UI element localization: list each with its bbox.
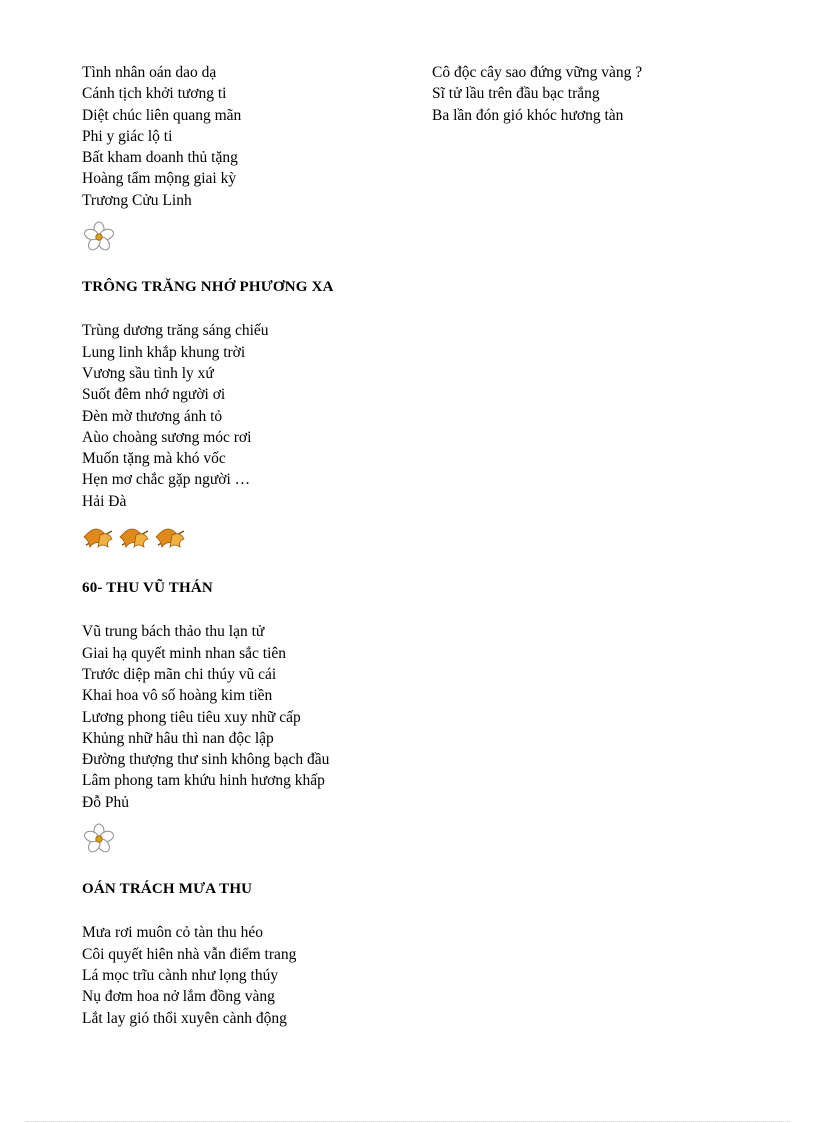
- poem-b: [82, 320, 412, 512]
- poem-line: Suốt đêm nhớ người ơi: [82, 386, 226, 404]
- poem-a: [82, 62, 412, 211]
- poem-line: Nụ đơm hoa nở lắm đồng vàng: [82, 988, 275, 1006]
- poem-line: Côi quyết hiên nhà vẫn điểm trang: [82, 945, 297, 963]
- poem-line: Bất kham doanh thủ tặng: [82, 149, 238, 167]
- poem-title: 60- THU VŨ THÁN: [82, 580, 213, 597]
- poem-line: Cô độc cây sao đứng vững vàng ?: [432, 64, 643, 81]
- poem-author: Đỗ Phủ: [82, 793, 129, 811]
- poem-line: Diệt chúc liên quang mãn: [82, 106, 242, 124]
- poem-line: Vương sầu tình ly xứ: [82, 364, 214, 382]
- poem-line: Lung linh khắp khung trời: [82, 343, 246, 361]
- poem-title: TRÔNG TRĂNG NHỚ PHƯƠNG XA: [82, 279, 334, 296]
- poem-line: Lương phong tiêu tiêu xuy nhữ cấp: [82, 708, 301, 726]
- poem-line: Đường thượng thư sinh không bạch đầu: [82, 751, 330, 769]
- poem-line: Trùng dương trăng sáng chiếu: [82, 322, 269, 340]
- flower-icon: [82, 220, 116, 254]
- left-column: [82, 62, 412, 1029]
- divider-flower-1: [82, 211, 412, 263]
- poem-line: Khủng nhữ hâu thì nan độc lập: [82, 729, 274, 747]
- flower-icon: [82, 822, 116, 856]
- autumn-leaves-icon: [82, 523, 192, 553]
- poem-line: Đèn mờ thương ánh tỏ: [82, 407, 223, 425]
- poem-author: Trương Cửu Linh: [82, 191, 192, 209]
- poem-line: Lâm phong tam khứu hinh hương khấp: [82, 772, 325, 790]
- poem-c: [82, 621, 412, 813]
- poem-title: OÁN TRÁCH MƯA THU: [82, 881, 253, 898]
- poem-line: Hẹn mơ chắc gặp người …: [82, 471, 251, 489]
- poem-d: [82, 922, 412, 1028]
- divider-flower-2: [82, 813, 412, 865]
- right-column: [432, 62, 762, 126]
- poem-line: Giai hạ quyết minh nhan sắc tiên: [82, 644, 287, 662]
- poem-line: Vũ trung bách thảo thu lạn tử: [82, 623, 265, 641]
- poem-line: Hoàng tẩm mộng giai kỳ: [82, 170, 237, 188]
- poem-line: Ba lần đón gió khóc hương tàn: [432, 106, 624, 124]
- poem-line: Aùo choàng sương móc rơi: [82, 428, 252, 446]
- poem-line: Khai hoa vô số hoàng kim tiền: [82, 687, 273, 705]
- poem-line: Muốn tặng mà khó vốc: [82, 450, 226, 468]
- poem-line: Tình nhân oán dao dạ: [82, 64, 217, 81]
- poem-line: Phi y giác lộ ti: [82, 127, 173, 145]
- poem-line: Lắt lay gió thổi xuyên cành động: [82, 1009, 287, 1027]
- page-bottom-rule: [26, 1121, 790, 1122]
- poem-line: Sĩ tử lầu trên đầu bạc trắng: [432, 85, 600, 103]
- poem-line: Mưa rơi muôn cỏ tàn thu héo: [82, 924, 264, 942]
- poem-line: Trước diệp mãn chi thúy vũ cái: [82, 665, 277, 683]
- poem-line: Cánh tịch khởi tương ti: [82, 85, 227, 103]
- poem-line: Lá mọc trĩu cành như lọng thúy: [82, 966, 279, 984]
- poem-author: Hải Đà: [82, 492, 127, 510]
- divider-leaves: [82, 512, 412, 564]
